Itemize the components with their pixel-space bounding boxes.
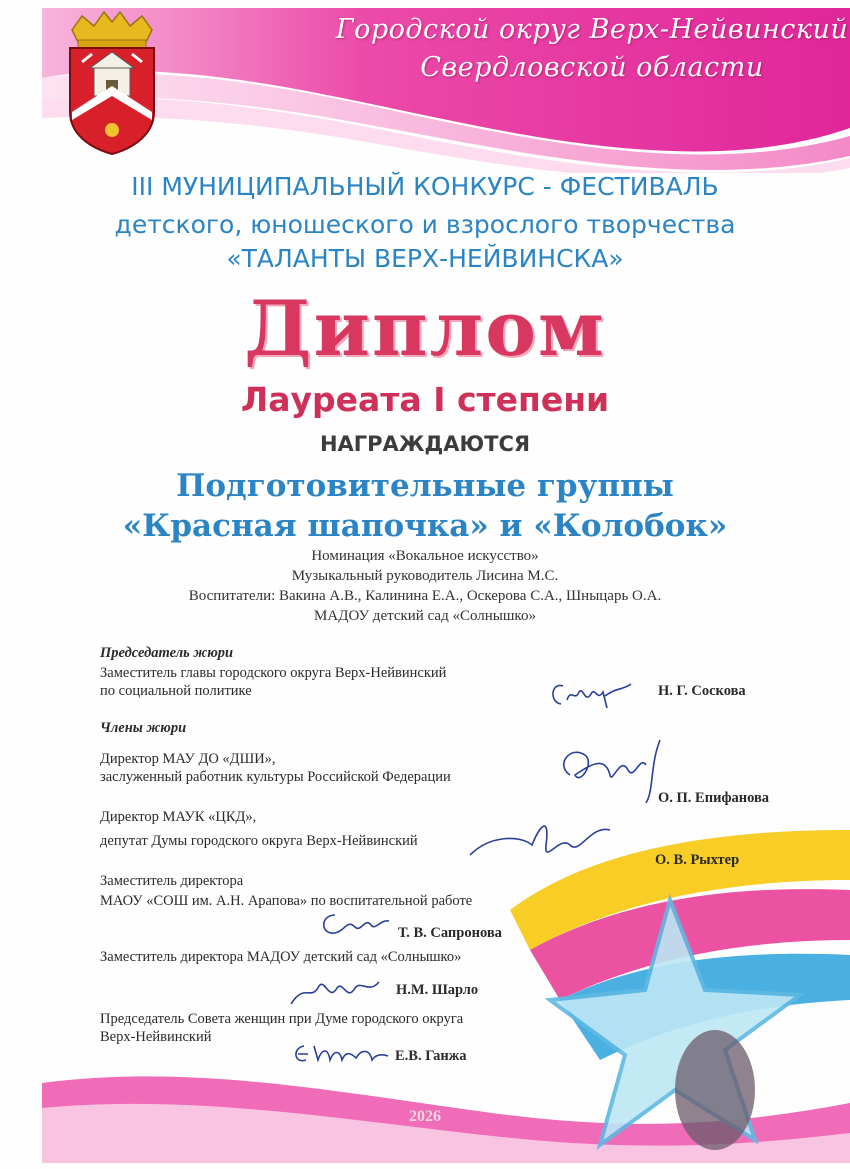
member-3-position-1: Заместитель директора: [100, 873, 244, 889]
festival-title-line1: III МУНИЦИПАЛЬНЫЙ КОНКУРС - ФЕСТИВАЛЬ: [131, 172, 719, 201]
member-3-position-2: МАОУ «СОШ им. А.Н. Арапова» по воспитательной работе: [100, 893, 473, 909]
member-3-signature: [315, 905, 395, 945]
nomination: Номинация «Вокальное искусство»: [311, 548, 539, 564]
festival-title-line2: детского, юношеского и взрослого творчества: [114, 210, 736, 239]
jury-chair-heading: Председатель жюри: [100, 645, 234, 661]
awarded-label: НАГРАЖДАЮТСЯ: [319, 432, 531, 456]
coat-of-arms-emblem: [42, 8, 182, 158]
member-2-signature: [460, 805, 620, 885]
recipient-line2: «Красная шапочка» и «Колобок»: [122, 508, 728, 544]
member-2-position-2: депутат Думы городского округа Верх-Нейвинский: [100, 833, 418, 849]
member-4-position-1: Заместитель директора МАДОУ детский сад «Солнышко»: [100, 949, 462, 965]
member-5-signature: [292, 1040, 392, 1070]
chair-signature: [545, 672, 635, 717]
member-5-position-2: Верх-Нейвинский: [100, 1029, 212, 1045]
jury-chair-position-2: по социальной политике: [100, 683, 252, 699]
year-label: 2026: [409, 1108, 441, 1125]
member-3-name: Т. В. Сапронова: [398, 925, 502, 941]
jury-chair-position-1: Заместитель главы городского округа Верх-Нейвинский: [100, 665, 447, 681]
music-director: Музыкальный руководитель Лисина М.С.: [291, 568, 559, 584]
header-banner: [42, 8, 850, 173]
member-5-name: Е.В. Ганжа: [395, 1048, 467, 1064]
region-name-line1: Городской округ Верх-Нейвинский: [335, 14, 849, 45]
member-4-name: Н.М. Шарло: [396, 982, 479, 998]
member-1-signature: [550, 735, 680, 805]
laureate-degree: Лауреата I степени: [240, 380, 610, 419]
region-name-line2: Свердловской области: [420, 52, 764, 83]
diploma-title: Диплом: [244, 284, 606, 373]
member-1-name: О. П. Епифанова: [658, 790, 770, 806]
member-1-position-2: заслуженный работник культуры Российской Федерации: [100, 769, 451, 785]
member-2-name: О. В. Рыхтер: [655, 852, 740, 868]
educators: Воспитатели: Вакина А.В., Калинина Е.А., Оскерова С.А., Шныцарь О.А.: [188, 588, 662, 604]
member-1-position-1: Директор МАУ ДО «ДШИ»,: [100, 751, 276, 767]
recipient-line1: Подготовительные группы: [176, 468, 674, 504]
jury-members-heading: Члены жюри: [100, 720, 187, 736]
institution: МАДОУ детский сад «Солнышко»: [314, 608, 536, 624]
member-2-position-1: Директор МАУК «ЦКД»,: [100, 809, 257, 825]
member-5-position-1: Председатель Совета женщин при Думе городского округа: [100, 1011, 464, 1027]
member-4-signature: [285, 972, 385, 1012]
festival-title-line3: «ТАЛАНТЫ ВЕРХ-НЕЙВИНСКА»: [226, 244, 624, 273]
jury-chair-name: Н. Г. Соскова: [658, 683, 746, 699]
